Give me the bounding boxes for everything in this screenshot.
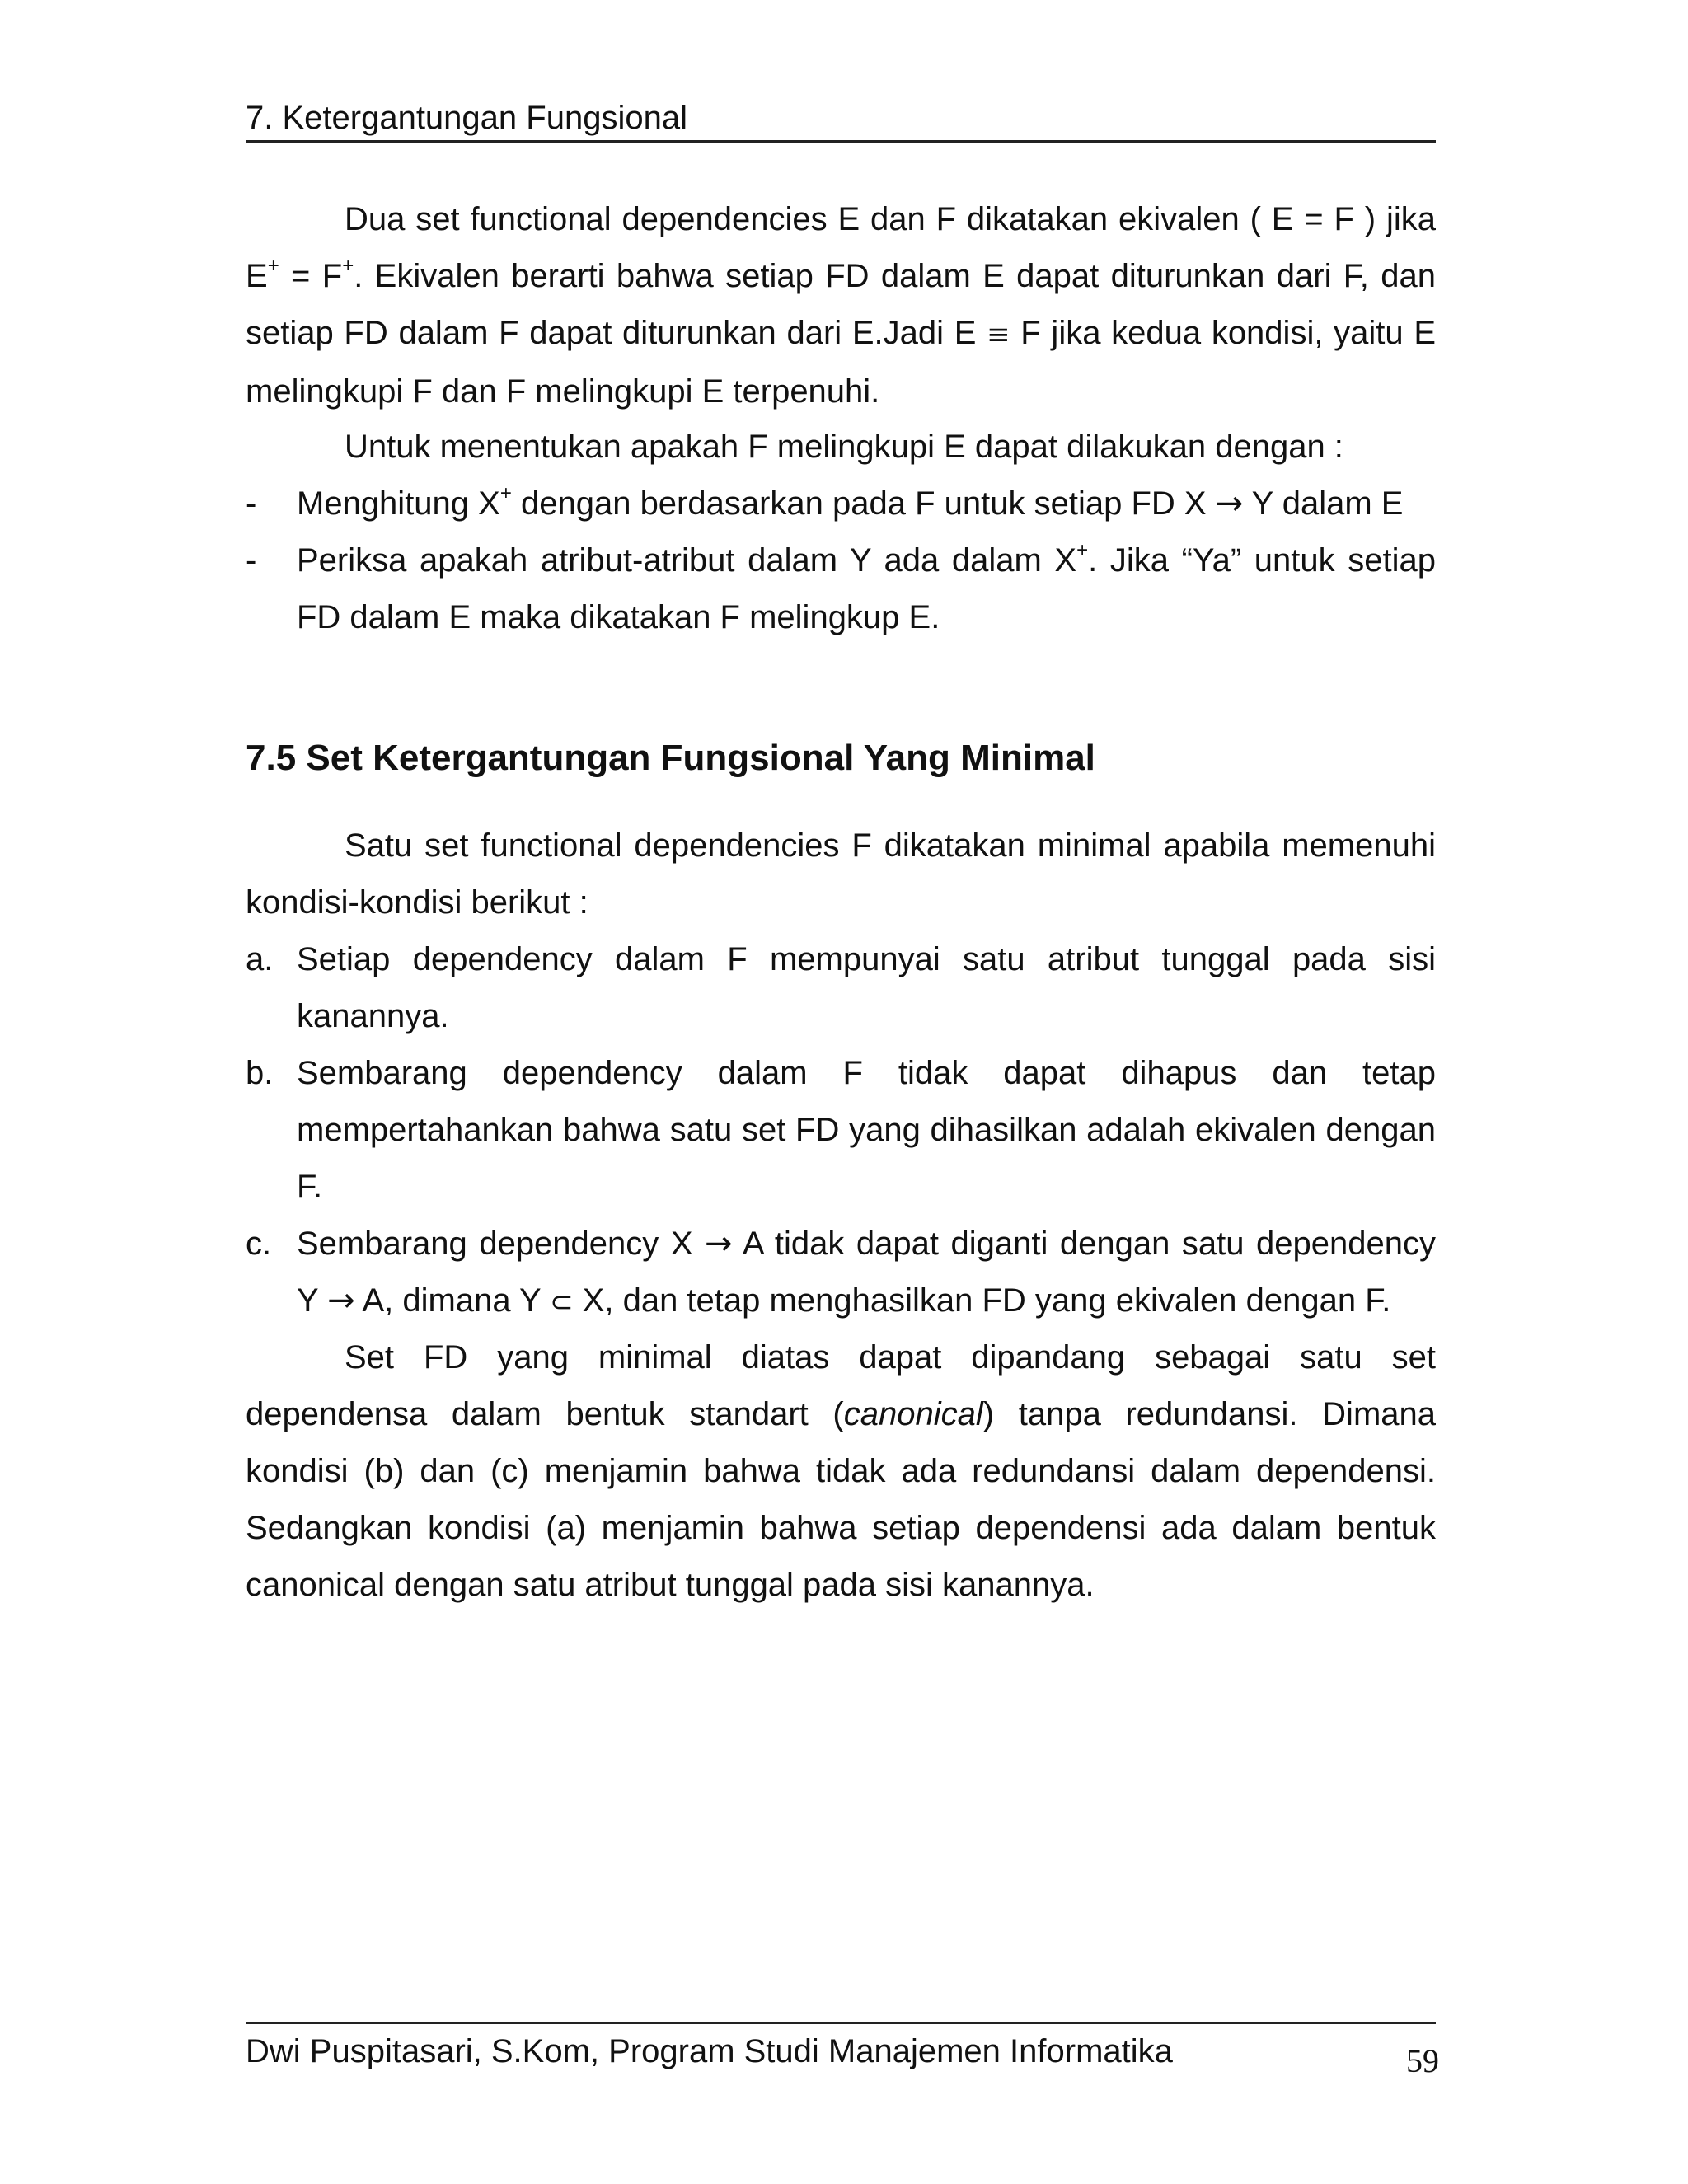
paragraph-canonical: Set FD yang minimal diatas dapat dipandang sebagai satu set dependensa dalam bentuk standart (canonical) tanpa redundansi. Dimana kondisi (b) dan (c) menjamin bahwa tidak ada redundansi dalam dependensi. Sedangkan kondisi (a) menjamin bahwa setiap dependensi ada dalam bentuk canonical dengan satu atribut tunggal pada sisi kanannya. <box>246 1339 1437 1603</box>
header-rule <box>246 140 1436 143</box>
equivalence-symbol: ≡ <box>987 318 1010 351</box>
page-number: 59 <box>1406 2042 1439 2079</box>
running-header: 7. Ketergantungan Fungsional <box>246 100 687 136</box>
right-arrow-icon: → <box>1215 485 1244 523</box>
paragraph-determine-cover: Untuk menentukan apakah F melingkupi E dapat dilakukan dengan : <box>345 429 1343 465</box>
right-arrow-icon: → <box>705 1225 733 1263</box>
footer-author: Dwi Puspitasari, S.Kom, Program Studi Manajemen Informatika <box>246 2033 1173 2069</box>
footer-rule <box>246 2022 1436 2024</box>
right-arrow-icon: → <box>327 1282 355 1319</box>
list-marker: - <box>246 542 257 579</box>
canonical-term: canonical <box>843 1396 983 1432</box>
list-marker: - <box>246 485 257 522</box>
list-marker: a. <box>246 941 274 977</box>
section-heading: 7.5 Set Ketergantungan Fungsional Yang Minimal <box>246 738 1095 778</box>
document-page: 7. Ketergantungan Fungsional Dua set functional dependencies E dan F dikatakan ekivalen ( E = F ) jika E+ = F+. Ekivalen berarti bahwa setiap FD dalam E dapat diturunkan dari F, dan setiap FD dalam F dapat diturunkan dari E.Jadi E ≡ F jika kedua kondisi, yaitu E melingkupi F dan F melingkupi E terpenuhi. Untuk menentukan apakah F melingkupi E dapat dilakukan dengan : - Menghitung X+ dengan berdasarkan pada F untuk setiap FD X → Y dalam E - Periksa apakah atribut-atribut dalam Y ada dalam X+. Jika “Ya” untuk setiap FD dalam E maka dikatakan F melingkup E. 7.5 Set Ketergantungan Fungsional Yang Minimal Satu set functional dependencies F dikatakan minimal apabila memenuhi kondisi-kondisi berikut : a. Setiap dependency dalam F mempunyai satu atribut tunggal pada sisi kanannya. b. Sembarang dependency dalam F tidak dapat dihapus dan tetap mempertahankan bahwa satu set FD yang dihasilkan adalah ekivalen dengan F. c. Sembarang dependency X → A tidak dapat diganti dengan satu dependency Y → A, dimana Y ⊂ X, dan tetap menghasilkan FD yang ekivalen dengan F. Set FD yang minimal diatas dapat dipandang sebagai satu set dependensa dalam bentuk standart (canonical) tanpa redundansi. Dimana kondisi (b) dan (c) menjamin bahwa tidak ada redundansi dalam dependensi. Sedangkan kondisi (a) menjamin bahwa setiap dependensi ada dalam bentuk canonical dengan satu atribut tunggal pada sisi kanannya. Dwi Puspitasari, S.Kom, Program Studi Manajemen Informatika 59 <box>0 0 1688 2184</box>
list-marker: c. <box>246 1226 272 1262</box>
paragraph-equivalence: Dua set functional dependencies E dan F dikatakan ekivalen ( E = F ) jika E+ = F+. Ekivalen berarti bahwa setiap FD dalam E dapat diturunkan dari F, dan setiap FD dalam F dapat diturunkan dari E.Jadi E ≡ F jika kedua kondisi, yaitu E melingkupi F dan F melingkupi E terpenuhi. <box>246 201 1436 410</box>
list-marker: b. <box>246 1055 274 1091</box>
paragraph-minimal-definition: Satu set functional dependencies F dikatakan minimal apabila memenuhi kondisi-kondisi berikut : <box>246 827 1436 921</box>
subset-symbol: ⊂ <box>550 1286 574 1319</box>
